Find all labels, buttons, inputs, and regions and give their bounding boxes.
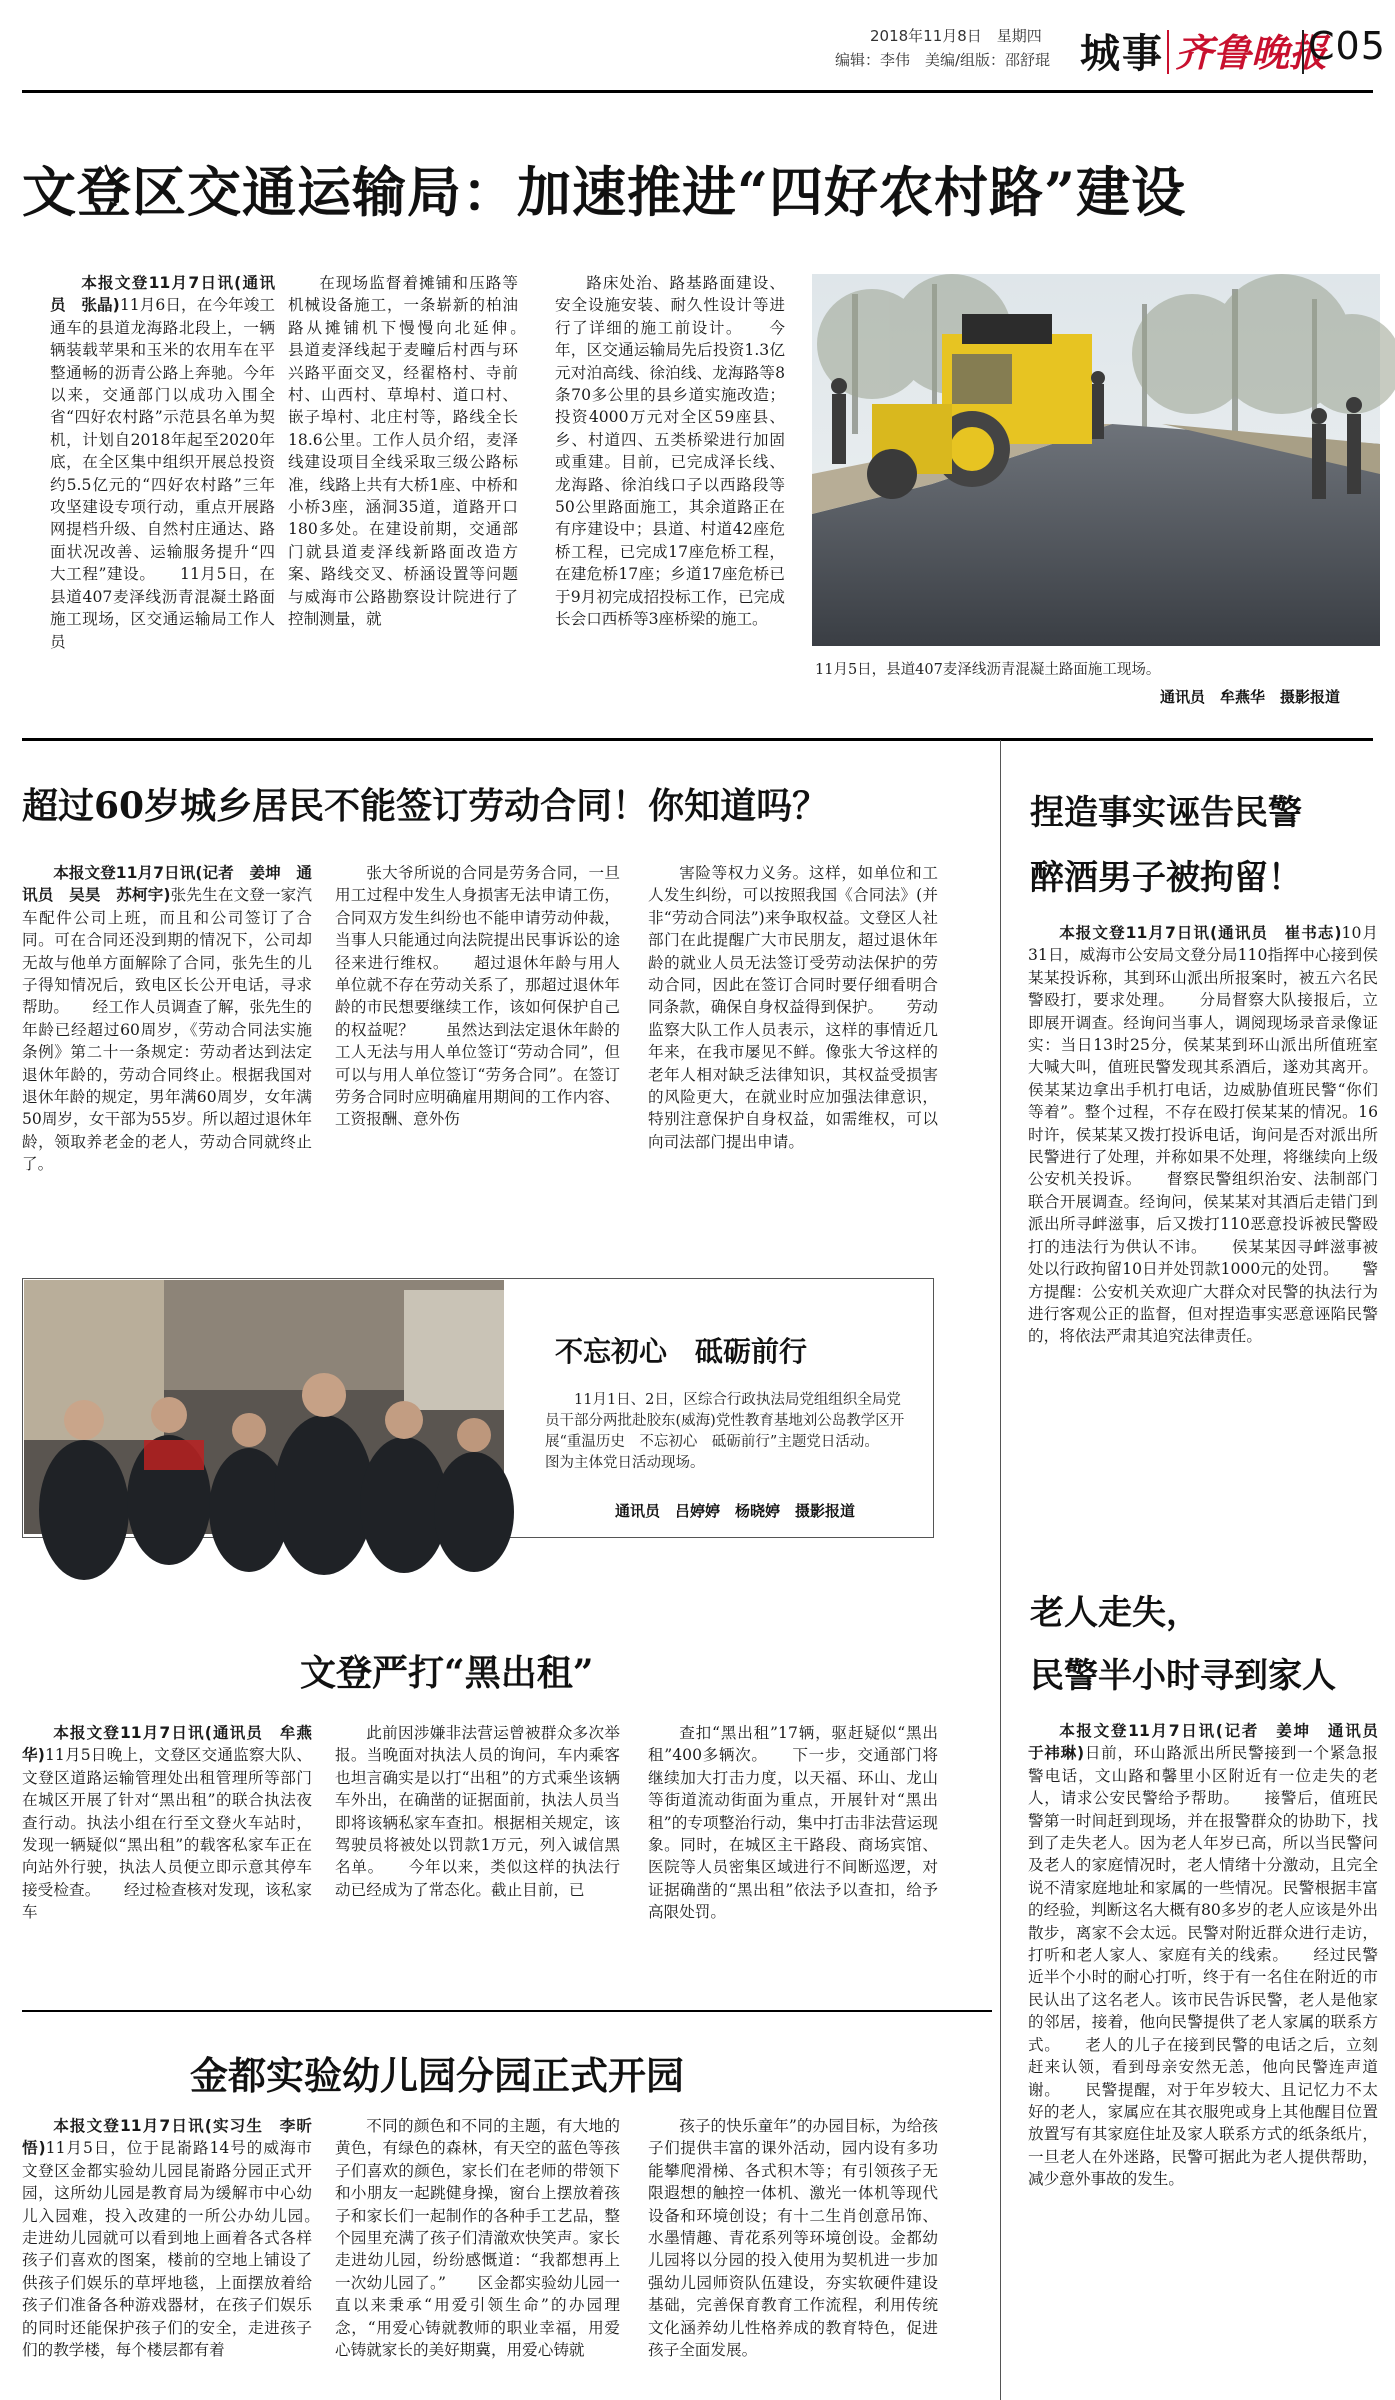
article4-lead: 本报文登11月7日讯(通讯员 牟燕华) (22, 1724, 312, 1765)
article6-lead: 本报文登11月7日讯(实习生 李昕悟) (22, 2117, 312, 2158)
section-rule (22, 2010, 992, 2012)
article2-headline: 超过60岁城乡居民不能签订劳动合同！你知道吗？ (22, 785, 829, 827)
header-rule (22, 90, 1373, 93)
article4-col1 (22, 1722, 312, 1992)
article2-col1-text: 张先生在文登一家汽车配件公司上班，而且和公司签订了合同。可在合同还没到期的情况下，公司却无故与他单方面解除了合同，张先生的儿子得知情况后，致电区长公开电话，寻求帮助。 经工作人员调查了解，张先生的年龄已经超过60周岁，《劳动合同法实施条例》第二十一条规定：劳动者达到法定退休年龄的，劳动合同终止。根据我国对退休年龄的规定，男年满60周岁，女年满50周岁，女干部为55岁。所以超过退休年龄，领取养老金的老人，劳动合同就终止了。 (22, 886, 312, 1174)
article5-body-text: 日前，环山路派出所民警接到一个紧急报警电话，文山路和馨里小区附近有一位走失的老人，请求公安民警给予帮助。 接警后，值班民警第一时间赶到现场，并在报警群众的协助下，找到了走失老人。因为老人年岁已高，所以当民警问及老人的家庭情况时，老人情绪十分激动，且完全说不清家庭地址和家属的一些情况。民警根据丰富的经验，判断这名大概有80多岁的老人应该是外出散步，离家不会太远。民警对附近群众进行走访，打听和老人家人、家庭有关的线索。 经过民警近半个小时的耐心打听，终于有一名住在附近的市民认出了这名老人。该市民告诉民警，老人是他家的邻居，接着，他向民警提供了老人家属的联系方式。 老人的儿子在接到民警的电话之后，立刻赶来认领，看到母亲安然无恙，他向民警连声道谢。 民警提醒，对于年岁较大、且记忆力不太好的老人，家属应在其衣服兜或身上其他醒目位置放置写有其家庭住址及家人联系方式的纸条纸片，一旦老人在外迷路，民警可据此为老人提供帮助，减少意外事故的发生。 (1028, 1744, 1378, 2189)
article6-headline: 金都实验幼儿园分园正式开园 (190, 2053, 685, 2098)
article4-col2: 此前因涉嫌非法营运曾被群众多次举报。当晚面对执法人员的询问，车内乘客也坦言确实是以打“出租”的方式乘坐该辆车外出，在确凿的证据面前，执法人员当即将该辆私家车查扣。根据相关规定，该驾驶员将被处以罚款1万元，列入诚信黑名单。 今年以来，类似这样的执法行动已经成为了常态化。截止目前，已 (335, 1724, 620, 1899)
editor-credit: 编辑：李伟 美编/组版：邵舒琨 (835, 51, 1051, 69)
article5-lead: 本报文登11月7日讯(记者 姜坤 通讯员 于祎琳) (1028, 1722, 1394, 1763)
article1-photo-caption: 11月5日，县道407麦泽线沥青混凝土路面施工现场。 (815, 662, 1161, 678)
article2-col1 (22, 862, 312, 1242)
article6-col1-text: 11月5日，位于昆嵛路14号的威海市文登区金都实验幼儿园昆嵛路分园正式开园，这所幼儿园是教育局为缓解市中心幼儿入园难，投入改建的一所公办幼儿园。 走进幼儿园就可以看到地上画着各式各样孩子们喜欢的图案，楼前的空地上铺设了供孩子们娱乐的草坪地毯，上面摆放着给孩子们准备各种游戏器材，在孩子们娱乐的同时还能保护孩子们的安全，走进孩子们的教学楼，每个楼层都有着 (22, 2139, 344, 2360)
article3-headline-line1: 捏造事实诬告民警 (1030, 793, 1302, 833)
column-divider (1000, 740, 1001, 2400)
section-rule (22, 738, 1373, 741)
article4-col1-text: 11月5日晚上，文登区交通监察大队、文登区道路运输管理处出租管理所等部门在城区开展了针对“黑出租”的联合执法夜查行动。执法小组在行至文登火车站时，发现一辆疑似“黑出租”的载客私家车正在向站外行驶，执法人员便立即示意其停车接受检查。 经过检查核对发现，该私家车 (22, 1746, 312, 1922)
article4-headline: 文登严打“黑出租” (300, 1652, 594, 1694)
article3-body (1028, 922, 1378, 1492)
article5-headline-line2: 民警半小时寻到家人 (1030, 1656, 1336, 1696)
article1-lead: 本报文登11月7日讯(通讯员 张晶) (50, 274, 275, 315)
article6-col2: 不同的颜色和不同的主题，有大地的黄色，有绿色的森林，有天空的蓝色等孩子们喜欢的颜色，家长们在老师的带领下和小朋友一起跳健身操，窗台上摆放着孩子和家长们一起制作的各种手工艺品，整个园里充满了孩子们清澈欢快笑声。家长走进幼儿园，纷纷感慨道：“我都想再上一次幼儿园了。” 区金都实验幼儿园一直以来秉承“用爱引领生命”的办园理念，“用爱心铸就教师的职业幸福，用爱心铸就家长的美好期冀，用爱心铸就 (335, 2117, 620, 2360)
article4-col3: 查扣“黑出租”17辆，驱赶疑似“黑出租”400多辆次。 下一步，交通部门将继续加大打击力度，以天福、环山、龙山等街道流动街面为重点，开展针对“黑出租”的专项整治行动，集中打击非法营运现象。同时，在城区主干路段、商场宾馆、医院等人员密集区域进行不间断巡逻，对证据确凿的“黑出租”依法予以查扣，给予高限处罚。 (648, 1724, 938, 1922)
photo2-title: 不忘初心 砥砺前行 (555, 1335, 808, 1368)
article5-headline-line1: 老人走失， (1030, 1593, 1200, 1633)
article1-col1-text: 11月6日，在今年竣工通车的县道龙海路北段上，一辆辆装载苹果和玉米的农用车在平整通畅的沥青公路上奔驰。今年以来，交通部门以成功入围全省“四好农村路”示范县名单为契机，计划自2018年起至2020年底，在全区集中组织开展总投资约5.5亿元的“四好农村路”三年攻坚建设专项行动，重点开展路网提档升级、自然村庄通达、路面状况改善、运输服务提升“四大工程”建设。 11月5日，在县道407麦泽线沥青混凝土路面施工现场，区交通运输局工作人员 (50, 296, 275, 651)
header-divider (1167, 30, 1169, 74)
article6-col1 (22, 2115, 344, 2390)
newspaper-logo: 齐鲁晚报 (1175, 30, 1328, 75)
page-number: C05 (1308, 24, 1386, 68)
section-name: 城事 (1080, 30, 1164, 77)
article5-body (1028, 1720, 1394, 2380)
issue-date: 2018年11月8日 星期四 (870, 27, 1042, 45)
article3-lead: 本报文登11月7日讯(通讯员 崔书志) (1059, 924, 1342, 942)
article3-body-text: 10月31日，威海市公安局文登分局110指挥中心接到侯某某投诉称，其到环山派出所报案时，被五六名民警殴打，要求处理。 分局督察大队接报后，立即展开调查。经询问当事人，调阅现场录音录像证实：当日13时25分，侯某某到环山派出所值班室大喊大叫，值班民警发现其系酒后，遂劝其离开。侯某某边拿出手机打电话，边威胁值班民警“你们等着”。整个过程，不存在殴打侯某某的情况。16时许，侯某某又拨打投诉电话，询问是否对派出所民警进行了处理，并称如果不处理，将继续向上级公安机关投诉。 督察民警组织治安、法制部门联合开展调查。经询问，侯某某对其酒后走错门到派出所寻衅滋事，后又拨打110恶意投诉被民警殴打的违法行为供认不讳。 侯某某因寻衅滋事被处以行政拘留10日并处罚款1000元的处罚。 警方提醒：公安机关欢迎广大群众对民警的执法行为进行客观公正的监督，但对捏造事实恶意诬陷民警的，将依法严肃其追究法律责任。 (1028, 924, 1378, 1346)
article6-col3: 孩子的快乐童年”的办园目标，为给孩子们提供丰富的课外活动，园内设有多功能攀爬滑梯、各式积木等；有引领孩子无限遐想的触控一体机、激光一体机等现代设备和环境创设；有十二生肖创意吊饰、水墨情趣、青花系列等环境创设。金都幼儿园将以分园的投入使用为契机进一步加强幼儿园师资队伍建设，夯实软硬件建设基础，完善保育教育工作流程，利用传统文化涵养幼儿性格养成的教育特色，促进孩子全面发展。 (648, 2117, 938, 2360)
article1-col1 (50, 272, 275, 712)
article2-col2: 张大爷所说的合同是劳务合同，一旦用工过程中发生人身损害无法申请工伤，合同双方发生纠纷也不能申请劳动仲裁，当事人只能通过向法院提出民事诉讼的途径来进行维权。 超过退休年龄与用人单位就不存在劳动关系了，那超过退休年龄的市民想要继续工作，该如何保护自己的权益呢？ 虽然达到法定退休年龄的工人无法与用人单位签订“劳动合同”，但可以与用人单位签订“劳务合同”。在签订劳务合同时应明确雇用期间的工作内容、工资报酬、意外伤 (335, 864, 620, 1129)
party-activity-photo (24, 1280, 504, 1534)
photo2-credit: 通讯员 吕婷婷 杨晓婷 摄影报道 (615, 1502, 856, 1520)
article3-headline-line2: 醉酒男子被拘留！ (1030, 858, 1302, 898)
article1-photo-credit: 通讯员 牟燕华 摄影报道 (1160, 688, 1341, 706)
article1-col2: 在现场监督着摊铺和压路等机械设备施工，一条崭新的柏油路从摊铺机下慢慢向北延伸。 县道麦泽线起于麦疃后村西与环兴路平面交叉，经翟格村、寺前村、山西村、草埠村、道口村、嵌子埠村、北庄村等，路线全长18.6公里。工作人员介绍，麦泽线建设项目全线采取三级公路标准，线路上共有大桥1座、中桥和小桥3座，涵洞35道，道路开口180多处。在建设前期，交通部门就县道麦泽线新路面改造方案、路线交叉、桥涵设置等问题与威海市公路勘察设计院进行了控制测量，就 (288, 274, 550, 629)
article1-headline: 文登区交通运输局：加速推进“四好农村路”建设 (22, 160, 1187, 224)
article2-lead: 本报文登11月7日讯(记者 姜坤 通讯员 吴昊 苏柯宇) (22, 864, 312, 905)
article2-col3: 害险等权力义务。这样，如单位和工人发生纠纷，可以按照我国《合同法》(并非“劳动合同法”)来争取权益。文登区人社部门在此提醒广大市民朋友，超过退休年龄的就业人员无法签订受劳动法保护的劳动合同，因此在签订合同时要仔细看明合同条款，确保自身权益得到保护。 劳动监察大队工作人员表示，这样的事情近几年来，在我市屡见不鲜。像张大爷这样的老年人相对缺乏法律知识，其权益受损害的风险更大，在就业时应加强法律意识，特别注意保护自身权益，如需维权，可以向司法部门提出申请。 (648, 864, 938, 1151)
photo2-caption: 11月1日、2日，区综合行政执法局党组组织全局党员干部分两批赴胶东(威海)党性教育基地刘公岛教学区开展“重温历史 不忘初心 砥砺前行”主题党日活动。 图为主体党日活动现场。 (545, 1392, 905, 1471)
road-construction-photo (812, 274, 1380, 646)
article1-col3: 路床处治、路基路面建设、安全设施安装、耐久性设计等进行了详细的施工前设计。 今年，区交通运输局先后投资1.3亿元对泊高线、徐泊线、龙海路等8条70多公里的县乡道实施改造；投资4000万元对全区59座县、乡、村道四、五类桥梁进行加固或重建。目前，已完成泽长线、龙海路、徐泊线口子以西路段等50公里路面施工，其余道路正在有序建设中；县道、村道42座危桥工程，已完成17座危桥工程，在建危桥17座；乡道17座危桥已于9月初完成招投标工作，已完成长会口西桥等3座桥梁的施工。 (555, 274, 785, 629)
header-divider (1302, 30, 1304, 74)
